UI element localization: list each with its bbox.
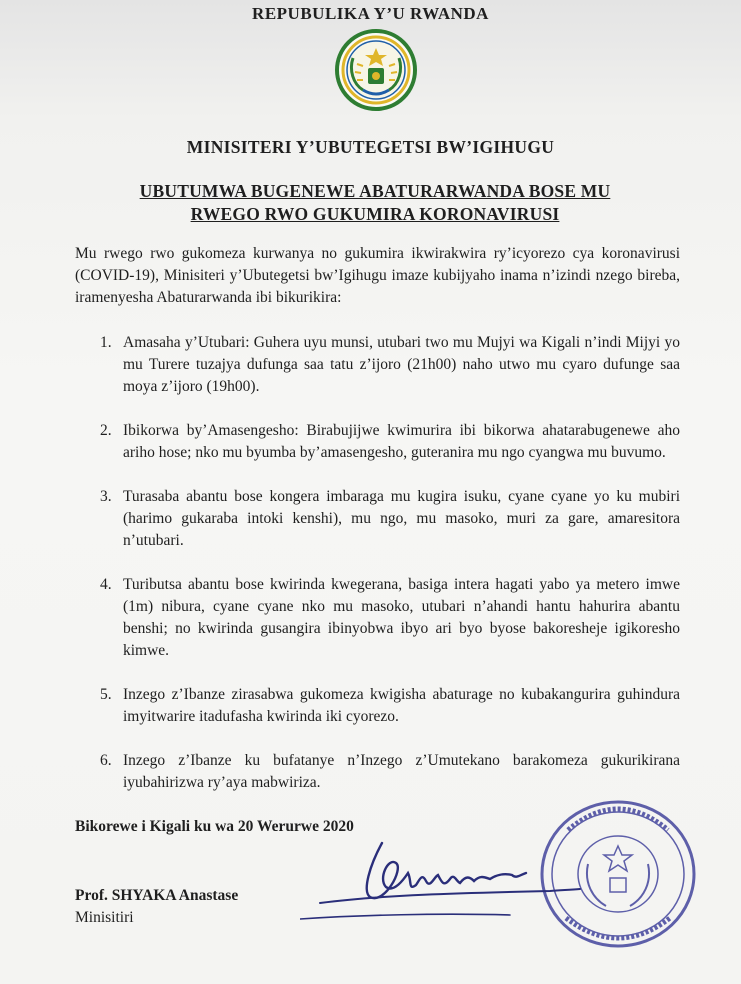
- signature-icon: [300, 835, 600, 925]
- country-heading: REPUBULIKA Y’U RWANDA: [252, 4, 489, 23]
- item-text: Inzego z’Ibanze ku bufatanye n’Inzego z’Umutekano barakomeza gukurikirana iyubahirizwa ry’aya mabwiriza.: [123, 752, 680, 791]
- item-number: 1.: [100, 334, 112, 351]
- ministry-heading: MINISITERI Y’UBUTEGETSI BW’IGIHUGU: [186, 137, 555, 157]
- subject-line-1: UBUTUMWA BUGENEWE ABATURARWANDA BOSE MU: [139, 181, 611, 201]
- item-number: 6.: [100, 752, 112, 769]
- item-number: 3.: [100, 488, 112, 505]
- list-item: [100, 574, 680, 662]
- measures-list: [100, 332, 680, 816]
- subject-line-2: RWEGO RWO GUKUMIRA KORONAVIRUSI: [190, 204, 560, 224]
- item-text: Amasaha y’Utubari: Guhera uyu munsi, utubari two mu Mujyi wa Kigali n’indi Mijyi yo mu Turere tuzajya dufunga saa tatu z’ijoro (21h00) naho utwo mu cyaro dufunge saa moya z’ijoro (19h00).: [123, 334, 680, 395]
- item-text: Inzego z’Ibanze zirasabwa gukomeza kwigisha abaturage no kubakangurira guhindura imyitwarire itadufasha kwirinda iki cyorezo.: [123, 686, 680, 725]
- item-text: Tuributsa abantu bose kwirinda kwegerana, basiga intera hagati yabo ya metero imwe (1m) nibura, cyane cyane nko mu masoko, utubari n’ahandi hantu hahurira abantu benshi; no kwirinda gusangira ibinyobwa ibyo ari byo byose bakoresheje igikoresho kimwe.: [123, 576, 680, 659]
- list-item: [100, 486, 680, 552]
- list-item: [100, 684, 680, 728]
- document-subject: [90, 180, 660, 226]
- list-item: [100, 420, 680, 464]
- intro-paragraph: Mu rwego rwo gukomeza kurwanya no gukumira ikwirakwira ry’icyorezo cya koronavirusi (COVID-19), Minisiteri y’Ubutegetsi bw’Igihugu imaze kubijyaho inama n’izindi nzego bireba, iramenyesha Abaturarwanda ibi bikurikira:: [75, 245, 680, 306]
- date-line: Bikorewe i Kigali ku wa 20 Werurwe 2020: [75, 818, 354, 835]
- item-number: 2.: [100, 422, 112, 439]
- item-text: Turasaba abantu bose kongera imbaraga mu kugira isuku, cyane cyane yo ku mubiri (harimo gukaraba intoki kenshi), mu ngo, mu masoko, muri za gare, amaresitora n’utubari.: [123, 488, 680, 549]
- item-text: Ibikorwa by’Amasengesho: Birabujijwe kwimurira ibi bikorwa ahatarabugenewe aho ariho hose; nko mu byumba by’amasengesho, guteranira mu ngo cyangwa mu buvumo.: [123, 422, 680, 461]
- list-item: [100, 332, 680, 398]
- item-number: 5.: [100, 686, 112, 703]
- signer-name: Prof. SHYAKA Anastase: [75, 887, 239, 904]
- item-number: 4.: [100, 576, 112, 593]
- list-item: [100, 750, 680, 794]
- signer-role: Minisitiri: [75, 909, 134, 926]
- coat-of-arms-icon: [335, 28, 417, 112]
